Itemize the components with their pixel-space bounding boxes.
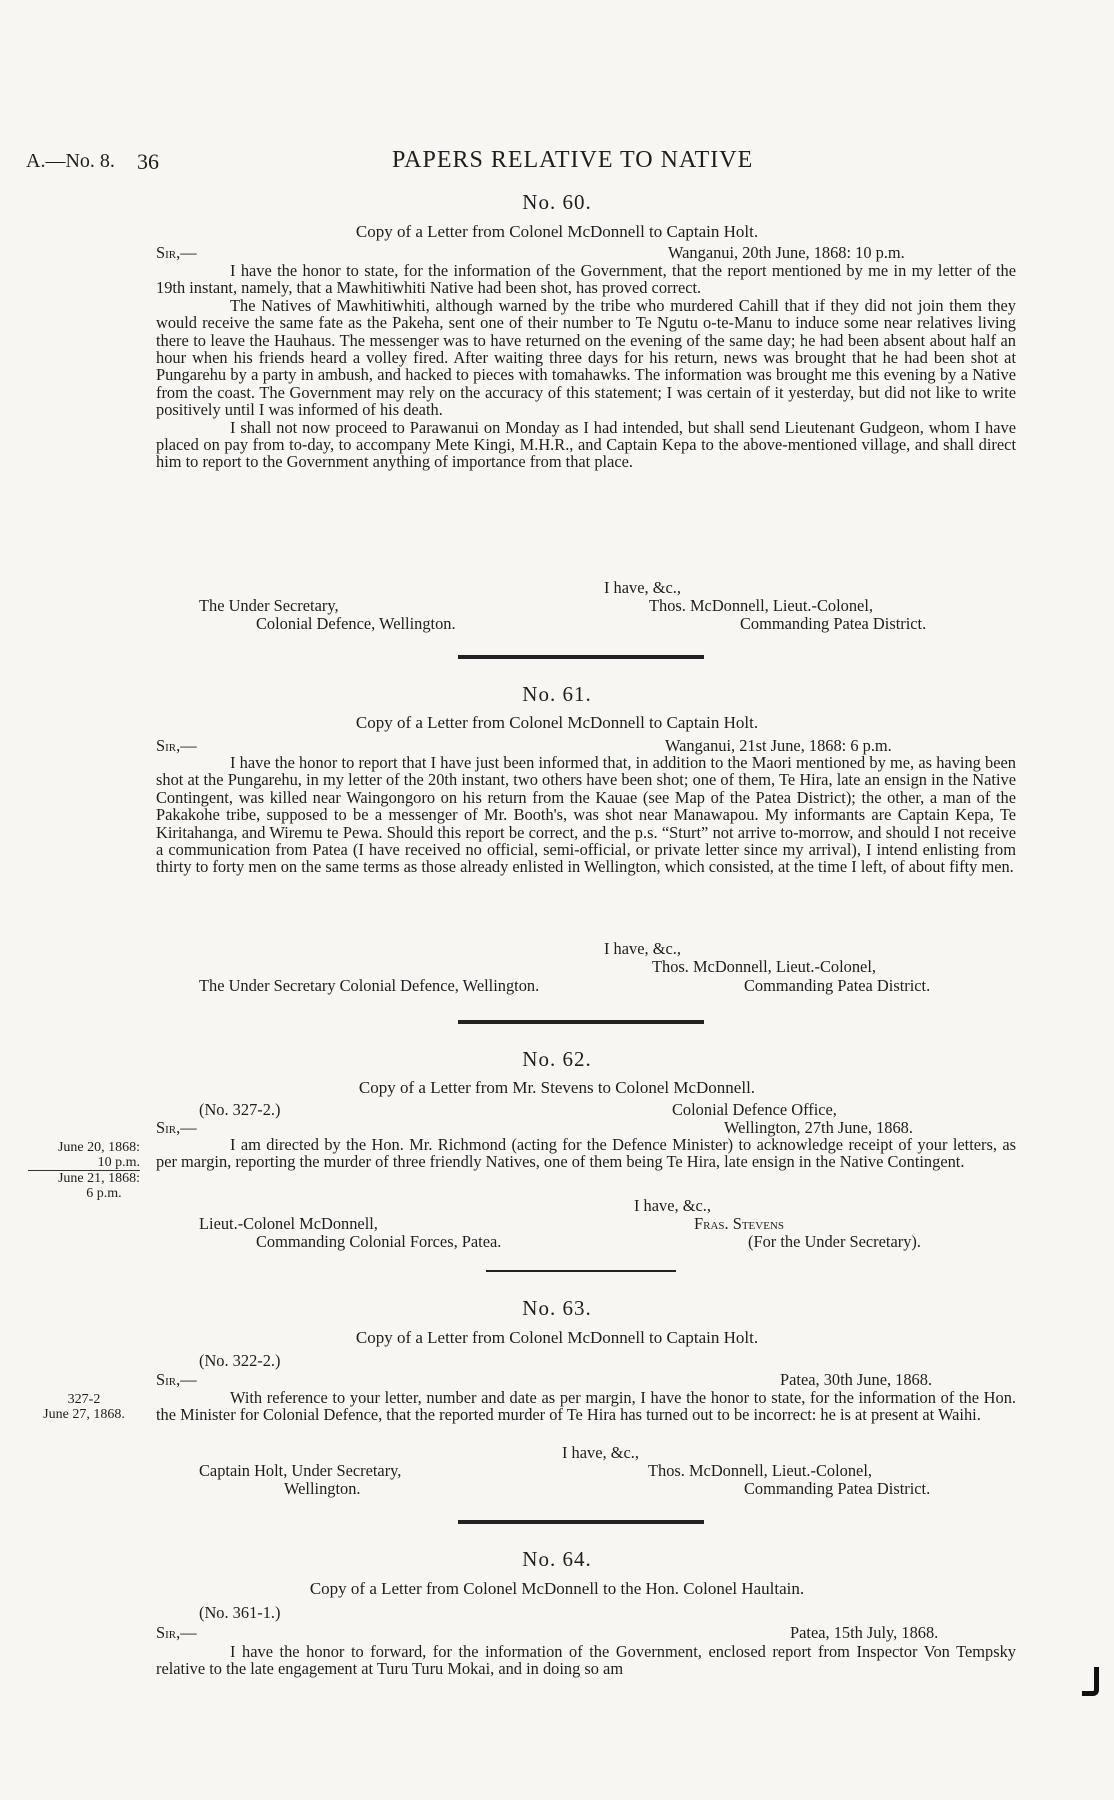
letter-61-place-date: Wanganui, 21st June, 1868: 6 p.m.: [665, 736, 892, 755]
page-edge-mark: [1082, 1667, 1099, 1696]
letter-61-body: [156, 754, 1016, 876]
letter-62-body: [156, 1136, 1016, 1171]
letter-64-ref: (No. 361-1.): [199, 1603, 281, 1622]
section-divider: [458, 1520, 704, 1524]
letter-61-addressee: The Under Secretary Colonial Defence, Wellington.: [199, 976, 540, 995]
letter-60-number: No. 60.: [522, 190, 592, 214]
letter-62-signature-1: Fras. Stevens: [694, 1214, 784, 1233]
paragraph: With reference to your letter, number and date as per margin, I have the honor to state, for the information of the Hon. the Minister for Colonial Defence, that the reported murder of Te Hira has turned out to be incorrect: he is at present at Waihi.: [156, 1388, 1016, 1425]
margin-note-line: June 21, 1868:: [57, 1171, 140, 1186]
margin-note-line: June 27, 1868.: [43, 1407, 125, 1422]
letter-63-addressee-1: Captain Holt, Under Secretary,: [199, 1461, 402, 1480]
letter-64-number: No. 64.: [522, 1547, 592, 1571]
paragraph: The Natives of Mawhitiwhiti, although warned by the tribe who murdered Cahill that if they did not join them they would receive the same fate as the Pakeha, sent one of their number to Te Ngutu o-te-Manu to induce some near relatives living there to leave the Hauhaus. The messenger was to have returned on the evening of the same day; he had been absent about half an hour when his friends heard a volley fired. After waiting three days for his return, news was brought that he had been shot at Pungarehu by a party in ambush, and hacked to pieces with tomahawks. The information was brought me this evening by a Native from the coast. The Government may rely on the accuracy of this statement; I was certain of it yesterday, but did not like to write positively until I was informed of his death.: [156, 295, 1016, 420]
letter-60-closing: I have, &c.,: [604, 578, 681, 597]
letter-63-place-date: Patea, 30th June, 1868.: [780, 1370, 933, 1389]
letter-60-body: [156, 262, 1016, 471]
paragraph: I am directed by the Hon. Mr. Richmond (acting for the Defence Minister) to acknowledge receipt of your letters, as per margin, reporting the murder of three friendly Natives, one of them being Te Hira, late ensign in the Native Contingent.: [156, 1135, 1016, 1172]
letter-62-salutation: Sir,—: [156, 1118, 197, 1137]
letter-64-body: [156, 1643, 1016, 1678]
letter-61-number: No. 61.: [522, 682, 592, 706]
paragraph: I have the honor to report that I have just been informed that, in addition to the Maori mentioned by me, as having been shot at the Pungarehu, in my letter of the 20th instant, two others have been shot; one of them, Te Hira, late an ensign in the Native Contingent, was killed near Waingongoro on his return from the Kauae (see Map of the Patea District); the other, a man of the Pakakohe tribe, supposed to be a messenger of Mr. Booth's, was shot near Manawapou. My informants are Captain Kepa, Te Kiritahanga, and Wiremu te Pewa. Should this report be correct, and the p.s. “Sturt” not arrive to-morrow, and should I not receive a communication from Patea (I have received no official, semi-official, or private letter since my arrival), I intend enlisting from thirty to forty men on the same terms as those already enlisted in Wellington, which consisted, at the time I left, of about fifty men.: [156, 753, 1016, 877]
letter-62-place-date: Wellington, 27th June, 1868.: [724, 1118, 913, 1137]
letter-60-salutation: Sir,—: [156, 243, 197, 262]
margin-note-line: 327-2: [67, 1392, 101, 1407]
letter-63-caption: Copy of a Letter from Colonel McDonnell to Captain Holt.: [355, 1328, 759, 1347]
margin-note: [28, 1140, 140, 1201]
letter-63-closing: I have, &c.,: [562, 1443, 639, 1462]
section-divider: [458, 655, 704, 659]
page-number: 36: [137, 149, 159, 174]
letter-62-caption: Copy of a Letter from Mr. Stevens to Colonel McDonnell.: [358, 1078, 756, 1097]
margin-note-line: June 20, 1868:: [57, 1140, 140, 1155]
section-divider: [458, 1020, 704, 1024]
letter-62-closing: I have, &c.,: [634, 1196, 711, 1215]
paragraph: I have the honor to state, for the information of the Government, that the report mentioned by me in my letter of the 19th instant, namely, that a Mawhitiwhiti Native had been shot, has proved correct.: [156, 261, 1016, 298]
letter-60-signature-2: Commanding Patea District.: [740, 614, 927, 633]
letter-61-salutation: Sir,—: [156, 736, 197, 755]
letter-63-signature-2: Commanding Patea District.: [744, 1479, 931, 1498]
letter-63-signature-1: Thos. McDonnell, Lieut.-Colonel,: [648, 1461, 872, 1480]
letter-60-addressee-2: Colonial Defence, Wellington.: [256, 614, 456, 633]
letter-61-signature-2: Commanding Patea District.: [744, 976, 931, 995]
letter-61-signature-1: Thos. McDonnell, Lieut.-Colonel,: [652, 957, 876, 976]
letter-62-place: Colonial Defence Office,: [672, 1100, 837, 1119]
letter-62-addressee-2: Commanding Colonial Forces, Patea.: [256, 1232, 502, 1251]
paragraph: I shall not now proceed to Parawanui on Monday as I had intended, but shall send Lieutenant Gudgeon, whom I have placed on pay from to-day, to accompany Mete Kingi, M.H.R., and Captain Kepa to the above-mentioned village, and shall direct him to report to the Government anything of importance from that place.: [156, 417, 1016, 472]
margin-note-line: 6 p.m.: [86, 1186, 122, 1201]
letter-63-ref: (No. 322-2.): [199, 1351, 281, 1370]
section-reference: A.—No. 8.: [26, 150, 115, 172]
letter-64-caption: Copy of a Letter from Colonel McDonnell to the Hon. Colonel Haultain.: [309, 1579, 805, 1598]
letter-60-place-date: Wanganui, 20th June, 1868: 10 p.m.: [668, 243, 905, 262]
letter-63-body: [156, 1389, 1016, 1424]
letter-62-ref: (No. 327-2.): [199, 1100, 281, 1119]
page-title: PAPERS RELATIVE TO NATIVE: [392, 147, 754, 173]
letter-60-addressee-1: The Under Secretary,: [199, 596, 339, 615]
letter-61-caption: Copy of a Letter from Colonel McDonnell to Captain Holt.: [355, 713, 759, 732]
letter-60-caption: Copy of a Letter from Colonel McDonnell to Captain Holt.: [355, 222, 759, 241]
letter-61-closing: I have, &c.,: [604, 939, 681, 958]
letter-64-salutation: Sir,—: [156, 1623, 197, 1642]
letter-63-addressee-2: Wellington.: [284, 1479, 361, 1498]
letter-60-signature-1: Thos. McDonnell, Lieut.-Colonel,: [649, 596, 873, 615]
margin-note-line: 10 p.m.: [28, 1155, 140, 1171]
letter-63-salutation: Sir,—: [156, 1370, 197, 1389]
letter-62-number: No. 62.: [522, 1047, 592, 1071]
letter-64-place-date: Patea, 15th July, 1868.: [790, 1623, 939, 1642]
letter-63-number: No. 63.: [522, 1296, 592, 1320]
paragraph: I have the honor to forward, for the information of the Government, enclosed report from Inspector Von Tempsky relative to the late engagement at Turu Turu Mokai, and in doing so am: [156, 1642, 1016, 1679]
margin-note: [28, 1392, 140, 1422]
letter-62-signature-2: (For the Under Secretary).: [748, 1232, 921, 1251]
letter-62-addressee-1: Lieut.-Colonel McDonnell,: [199, 1214, 378, 1233]
section-divider: [486, 1270, 676, 1272]
